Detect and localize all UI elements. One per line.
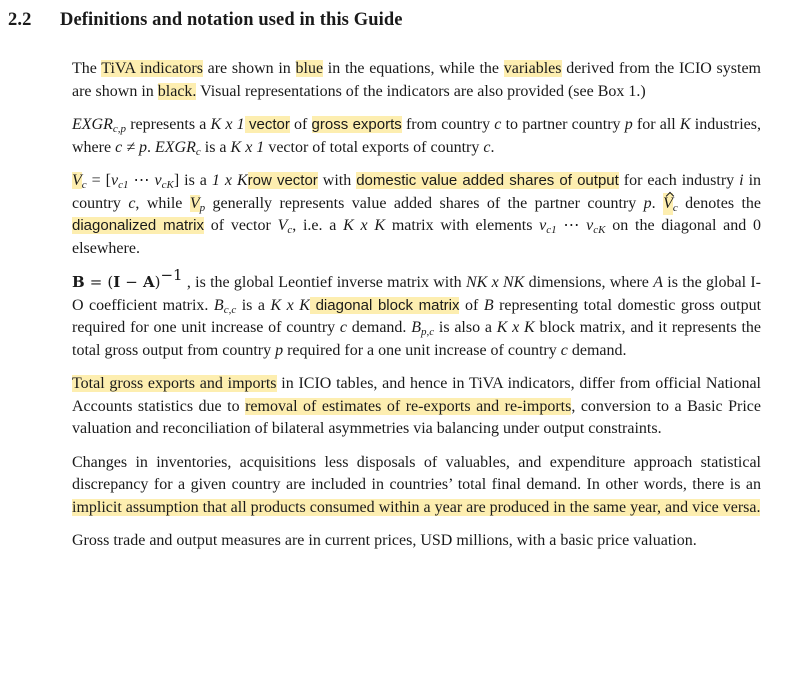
paragraph-leontief: $B = (I - A)^{-1}$ , is the global Leontief inverse matrix with NK x NK dimensions, where A is the global I-O coefficient matrix. $B_{c,c}$ is a K x K diagonal block matrix of B representing total domestic gross output required for one unit increase of country c demand. $B_{p,c}$ is also a K x K block matrix, and it represents the total gross output from country p required for a one unit increase of country c demand. bbox=[72, 266, 762, 359]
section-title: Definitions and notation used in this Guide bbox=[60, 10, 403, 30]
paragraph-value-added: $V_c = [v_{c1}$ ⋯ $v_{cK}$] is a 1 x Krow vector with domestic value added shares of output for each industry i in country c, while $V_p$ generally represents value added shares of the partner country p. $V_c$ denotes the diagonalized matrix of vector $V_c$, i.e. a K x K matrix with elements $v_{c1}$ ⋯ $v_{cK}$ on the diagonal and 0 elsewhere. bbox=[72, 172, 762, 257]
highlight-gross-exports: gross exports bbox=[311, 116, 402, 133]
paragraph-inventories: Changes in inventories, acquisitions less disposals of valuables, and expenditure approach statistical discrepancy for a given country are included in countries’ total final demand. In other words, there is an implicit assumption that all products consumed within a year are produced in the same year, and vice versa. bbox=[72, 453, 761, 516]
symbol-vc: V bbox=[72, 172, 82, 189]
symbol-vp: V bbox=[189, 194, 200, 212]
symbol-vc-hat: V bbox=[663, 193, 673, 216]
highlight-domestic-value-added: domestic value added shares of output bbox=[356, 172, 619, 189]
paragraph-prices: Gross trade and output measures are in current prices, USD millions, with a basic price valuation. bbox=[72, 532, 697, 549]
symbol-exgr: EXGR bbox=[72, 116, 113, 133]
section-number: 2.2 bbox=[8, 10, 32, 30]
highlight-vector: vector bbox=[244, 116, 290, 133]
highlight-total-gross-exports: Total gross exports and imports bbox=[72, 375, 277, 392]
paragraph-exgr: $EXGR_{c,p}$ represents a K x 1 vector of gross exports from country c to partner country p for all K industries, where c ≠ p. $EXGR_c$ is a K x 1 vector of total exports of country c. bbox=[72, 116, 761, 158]
paragraph-indicators: The TiVA indicators are shown in blue in the equations, while the variables derived from the ICIO system are shown in black. Visual representations of the indicators are also provided (see Box 1.) bbox=[72, 60, 762, 100]
highlight-variables: variables bbox=[503, 60, 562, 77]
highlight-blue: blue bbox=[295, 60, 324, 77]
guide-content bbox=[72, 58, 761, 564]
highlight-diagonal-block-matrix: diagonal block matrix bbox=[309, 296, 460, 314]
highlight-black: black. bbox=[157, 82, 197, 100]
paragraph-gross-exports: Total gross exports and imports in ICIO tables, and hence in TiVA indicators, differ from official National Accounts statistics due to removal of estimates of re-exports and re-imports, conversion to a Basic Price valuation and reconciliation of bilateral asymmetries via balancing under output constraints. bbox=[72, 375, 761, 437]
highlight-tiva-indicators: TiVA indicators bbox=[101, 60, 203, 77]
highlight-implicit-assumption: implicit assumption that all products consumed within a year are produced in the same year, and vice versa. bbox=[72, 498, 761, 516]
highlight-diagonalized-matrix: diagonalized matrix bbox=[72, 217, 204, 234]
symbol-b: B bbox=[72, 273, 85, 291]
highlight-removal-reexports: removal of estimates of re-exports and re-imports bbox=[245, 397, 572, 415]
section-heading bbox=[8, 10, 403, 31]
highlight-row-vector: row vector bbox=[247, 172, 318, 189]
